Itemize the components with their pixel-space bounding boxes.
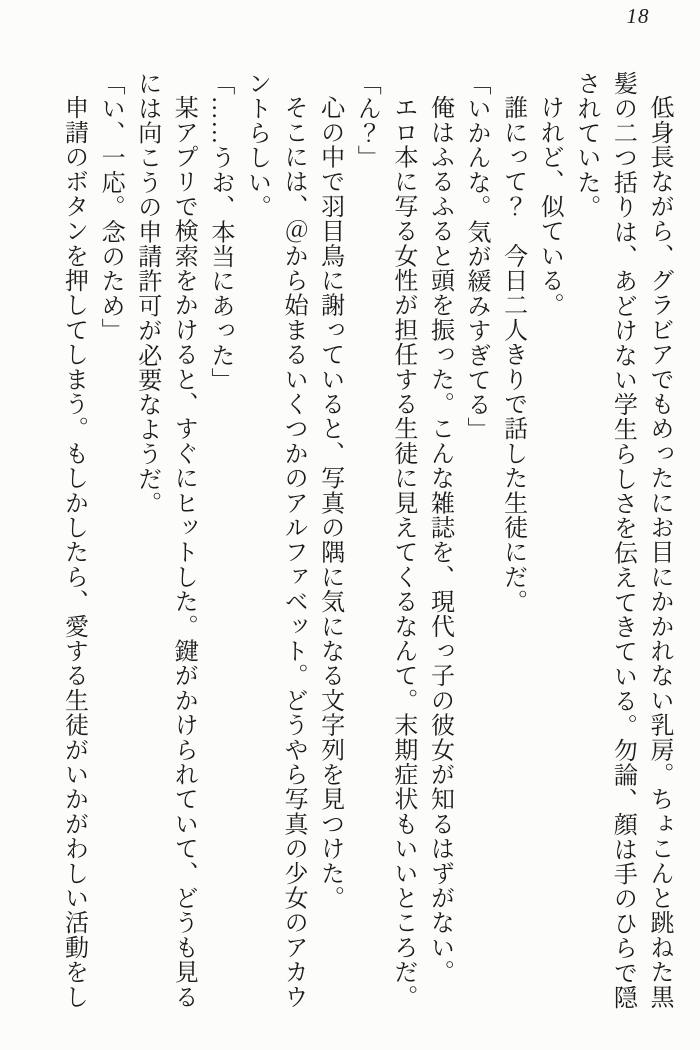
dialogue-paragraph: 「い、一応。念のため」 (97, 71, 124, 343)
page-number: 18 (626, 4, 650, 28)
narration-paragraph: そこには、＠から始まるいくつかのアルファベット。どうやら写真の少女のアカウントらしい。 (243, 71, 307, 1009)
dialogue-paragraph: 「いかんな。気が緩みすぎてる」 (463, 71, 490, 442)
narration-paragraph: 心の中で羽目鳥に謝っていると、写真の隅に気になる文字列を見つけた。 (316, 95, 343, 911)
narration-paragraph: エロ本に写る女性が担任する生徒に見えてくるなんて。末期症状もいいところだ。 (389, 95, 416, 1009)
dialogue-paragraph: 「……うお、本当にあった」 (206, 71, 233, 393)
narration-paragraph: 低身長ながら、グラビアでもめったにお目にかかれない乳房。ちょこんと跳ねた黒髪の二つ括りは、あどけない学生らしさを伝えてきている。勿論、顔は手のひらで隠されていた。 (572, 71, 672, 1010)
narration-paragraph: 誰にって？ 今日二人きりで話した生徒にだ。 (499, 95, 526, 614)
narration-paragraph: 某アプリで検索をかけると、すぐにヒットした。鍵がかけられていて、どうも見るには向こうの申請許可が必要なようだ。 (133, 71, 197, 1009)
narration-paragraph: 俺はふるふると頭を振った。こんな雑誌を、現代っ子の彼女が知るはずがない。 (426, 95, 453, 985)
dialogue-paragraph: 「ん？」 (353, 71, 380, 170)
vertical-text-body (45, 71, 677, 1012)
narration-paragraph: けれど、似ている。 (536, 95, 563, 318)
narration-paragraph: 申請のボタンを押してしまう。もしかしたら、愛する生徒がいかがわしい活動をし (60, 95, 87, 1009)
